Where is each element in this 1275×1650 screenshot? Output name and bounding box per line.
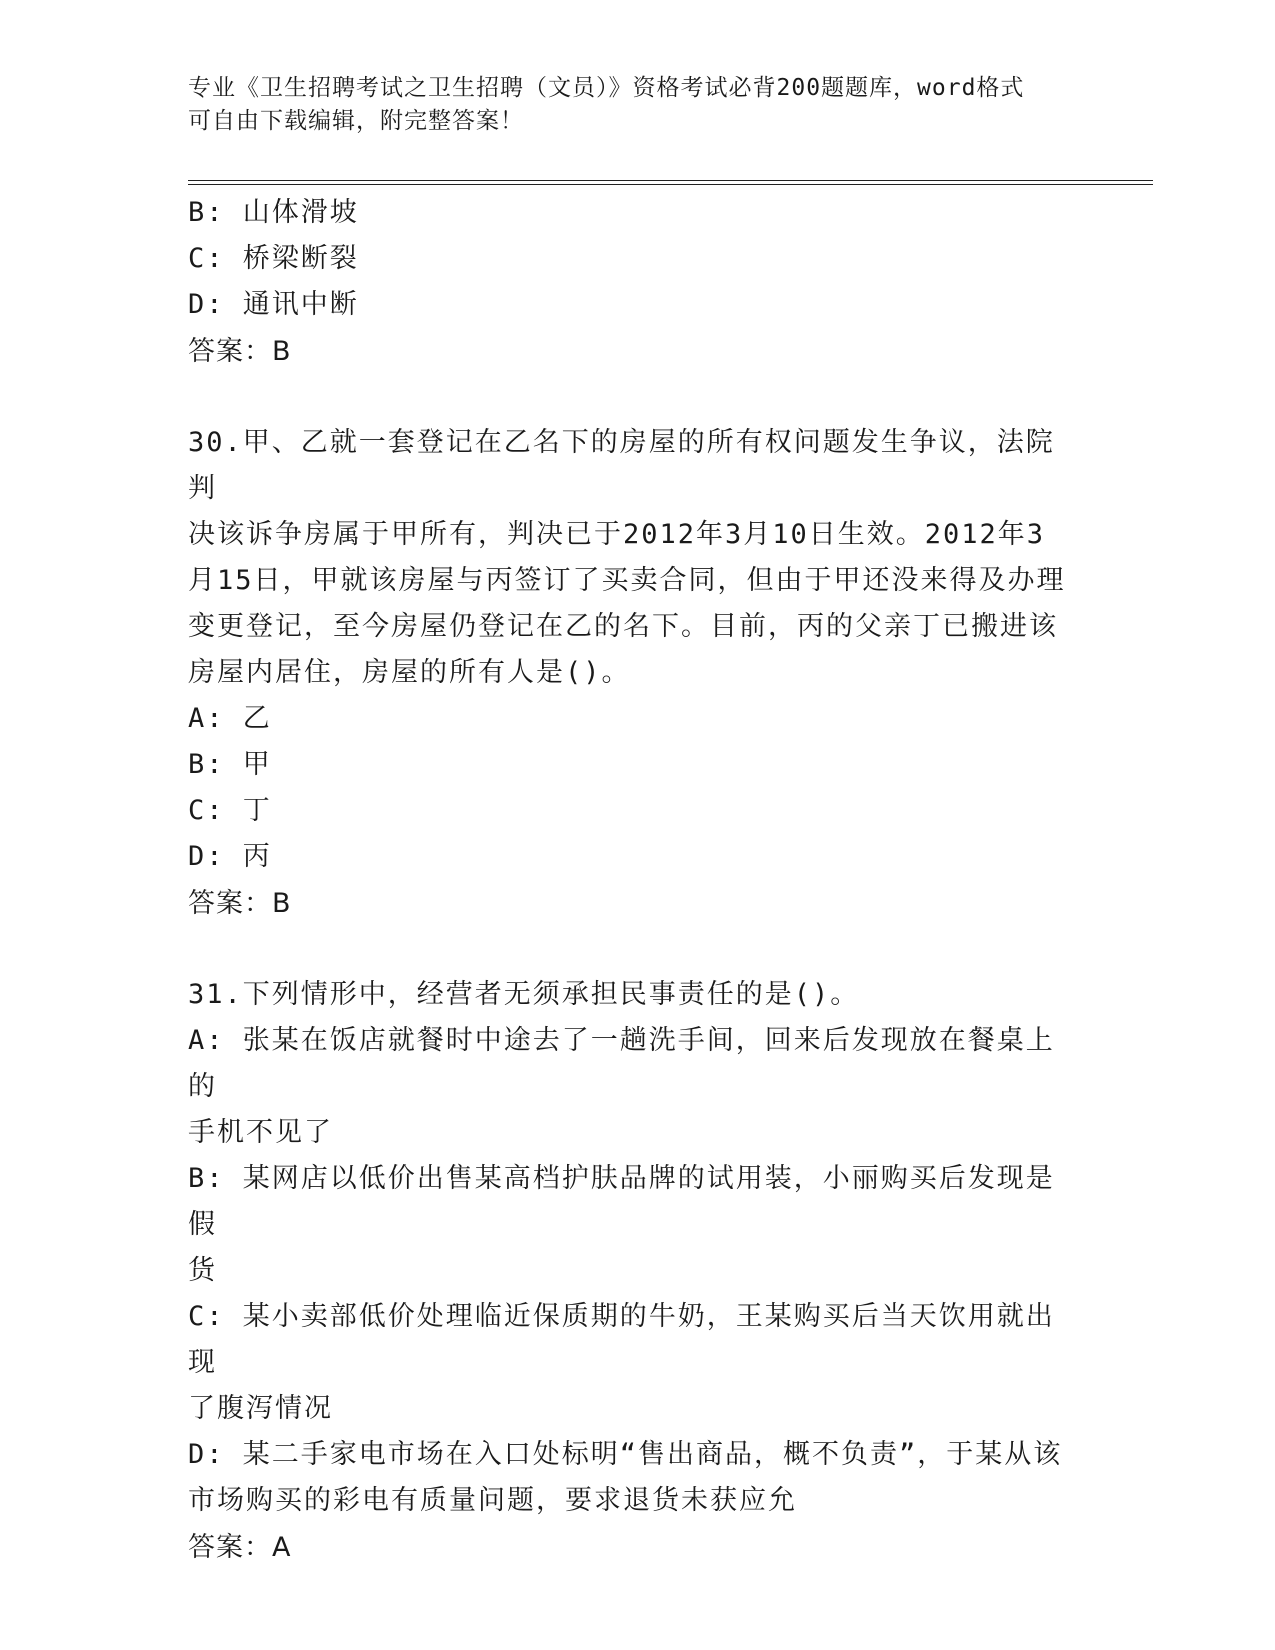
option-label: D:	[188, 1439, 225, 1470]
question-text-segment: 甲、乙就一套登记在乙名下的房屋的所有权问题发生争议，法院判	[188, 427, 1055, 504]
answer-line: 答案：A	[188, 1532, 292, 1563]
option-text: 桥梁断裂	[242, 243, 359, 274]
option-text: 丙	[242, 841, 272, 872]
option-label: B:	[188, 1163, 225, 1194]
option-label: C:	[188, 795, 225, 826]
option-text-continued: 市场购买的彩电有质量问题，要求退货未获应允	[188, 1485, 797, 1516]
question-31	[188, 972, 1078, 1572]
option-label: A:	[188, 703, 225, 734]
option-label: D:	[188, 289, 225, 320]
option-text: 甲	[242, 749, 272, 780]
question-text	[188, 420, 1078, 696]
header-line-1: 专业《卫生招聘考试之卫生招聘（文员）》资格考试必背200题题库，word格式	[188, 75, 1025, 101]
option-d	[188, 1432, 1078, 1524]
option-label: C:	[188, 243, 225, 274]
header-double-rule	[188, 180, 1153, 185]
answer-line: 答案：B	[188, 888, 292, 919]
option-text: 通讯中断	[242, 289, 359, 320]
question-number: 31.	[188, 979, 243, 1010]
option-text: 山体滑坡	[242, 197, 359, 228]
option-text: 某小卖部低价处理临近保质期的牛奶，王某购买后当天饮用就出现	[188, 1301, 1055, 1378]
option-label: B:	[188, 749, 225, 780]
option-d	[188, 282, 1078, 328]
question-text-line-5: 房屋内居住，房屋的所有人是()。	[188, 657, 631, 688]
answer-line: 答案：B	[188, 336, 292, 367]
option-label: C:	[188, 1301, 225, 1332]
option-d	[188, 834, 1078, 880]
question-text	[188, 972, 1078, 1018]
option-label: B:	[188, 197, 225, 228]
document-body	[188, 190, 1078, 1572]
option-text: 乙	[242, 703, 272, 734]
prev-question-options	[188, 190, 1078, 376]
option-label: D:	[188, 841, 225, 872]
document-header	[188, 72, 1088, 138]
option-c	[188, 788, 1078, 834]
option-label: A:	[188, 1025, 225, 1056]
option-text: 某二手家电市场在入口处标明“售出商品，概不负责”，于某从该	[242, 1439, 1063, 1470]
question-text-line-3: 月15日，甲就该房屋与丙签订了买卖合同，但由于甲还没来得及办理	[188, 565, 1066, 596]
question-number: 30.	[188, 427, 243, 458]
option-b	[188, 190, 1078, 236]
option-c	[188, 236, 1078, 282]
option-a	[188, 1018, 1078, 1156]
option-text: 丁	[242, 795, 272, 826]
question-30	[188, 420, 1078, 928]
option-b	[188, 1156, 1078, 1294]
option-text: 某网店以低价出售某高档护肤品牌的试用装，小丽购买后发现是假	[188, 1163, 1055, 1240]
header-line-2: 可自由下载编辑，附完整答案！	[188, 108, 524, 134]
question-text-line-4: 变更登记，至今房屋仍登记在乙的名下。目前，丙的父亲丁已搬进该	[188, 611, 1058, 642]
option-text-continued: 手机不见了	[188, 1117, 333, 1148]
option-b	[188, 742, 1078, 788]
question-text-line-1	[188, 972, 1078, 1018]
question-text-segment: 下列情形中，经营者无须承担民事责任的是()。	[242, 979, 860, 1010]
question-text-line-2: 决该诉争房属于甲所有，判决已于2012年3月10日生效。2012年3	[188, 519, 1046, 550]
question-text-line-1	[188, 420, 1078, 512]
option-text-continued: 货	[188, 1255, 217, 1286]
option-text-continued: 了腹泻情况	[188, 1393, 333, 1424]
option-a	[188, 696, 1078, 742]
option-text: 张某在饭店就餐时中途去了一趟洗手间，回来后发现放在餐桌上的	[188, 1025, 1055, 1102]
option-c	[188, 1294, 1078, 1432]
